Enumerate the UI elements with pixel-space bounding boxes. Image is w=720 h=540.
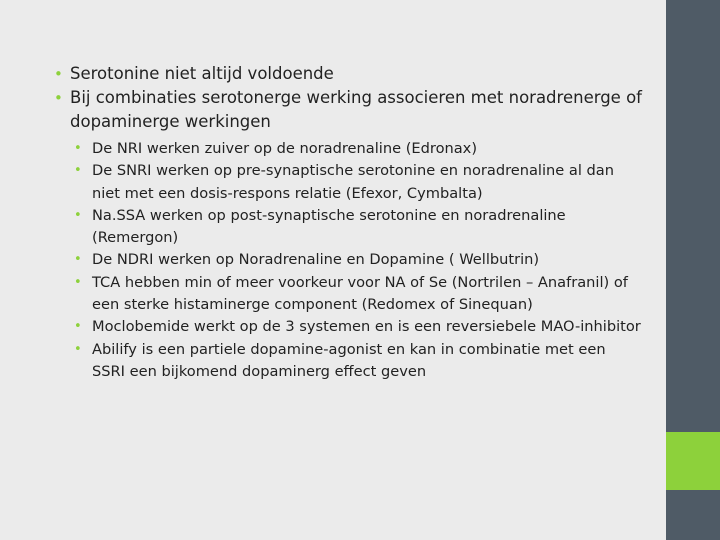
sub-bullet-list	[74, 138, 642, 383]
sub-bullet-text: De SNRI werken op pre-synaptische serotonine en noradrenaline al dan niet met een dosis-respons relatie (Efexor, Cymbalta)	[92, 162, 614, 202]
bullet-dot-icon: •	[54, 65, 63, 83]
sub-bullet-text: Moclobemide werkt op de 3 systemen en is een reversiebele MAO-inhibitor	[92, 318, 641, 336]
sub-bullet-item	[74, 160, 642, 205]
bullet-text: Bij combinaties serotonerge werking associeren met noradrenerge of dopaminerge werkingen	[70, 88, 642, 131]
bullet-dot-icon: •	[74, 207, 82, 223]
sub-bullet-item	[74, 249, 642, 271]
bullet-dot-icon: •	[74, 252, 82, 268]
sub-bullet-item	[74, 272, 642, 317]
bullet-dot-icon: •	[74, 141, 82, 156]
bullet-dot-icon: •	[74, 319, 82, 335]
sub-bullet-item	[74, 138, 642, 160]
slide-body	[52, 62, 642, 383]
bullet-item	[52, 62, 642, 86]
side-accent-block	[666, 432, 720, 490]
sub-bullet-text: Abilify is een partiele dopamine-agonist en kan in combinatie met een SSRI een bijkomend dopaminerg effect geven	[92, 340, 606, 380]
sub-bullet-item	[74, 316, 642, 338]
bullet-text: Serotonine niet altijd voldoende	[70, 64, 334, 83]
bullet-dot-icon: •	[54, 89, 63, 107]
bullet-item	[52, 86, 642, 383]
sub-bullet-item	[74, 339, 642, 384]
sub-bullet-text: TCA hebben min of meer voorkeur voor NA of Se (Nortrilen – Anafranil) of een sterke histaminerge component (Redomex of Sinequan)	[92, 273, 628, 314]
sub-bullet-text: Na.SSA werken op post-synaptische serotonine en noradrenaline (Remergon)	[92, 206, 566, 247]
bullet-list	[52, 62, 642, 383]
sub-bullet-text: De NDRI werken op Noradrenaline en Dopamine ( Wellbutrin)	[92, 251, 540, 269]
bullet-dot-icon: •	[74, 163, 82, 179]
sub-bullet-text: De NRI werken zuiver op de noradrenaline (Edronax)	[92, 140, 478, 157]
bullet-dot-icon: •	[74, 341, 82, 357]
bullet-dot-icon: •	[74, 274, 82, 290]
sub-bullet-item	[74, 205, 642, 250]
